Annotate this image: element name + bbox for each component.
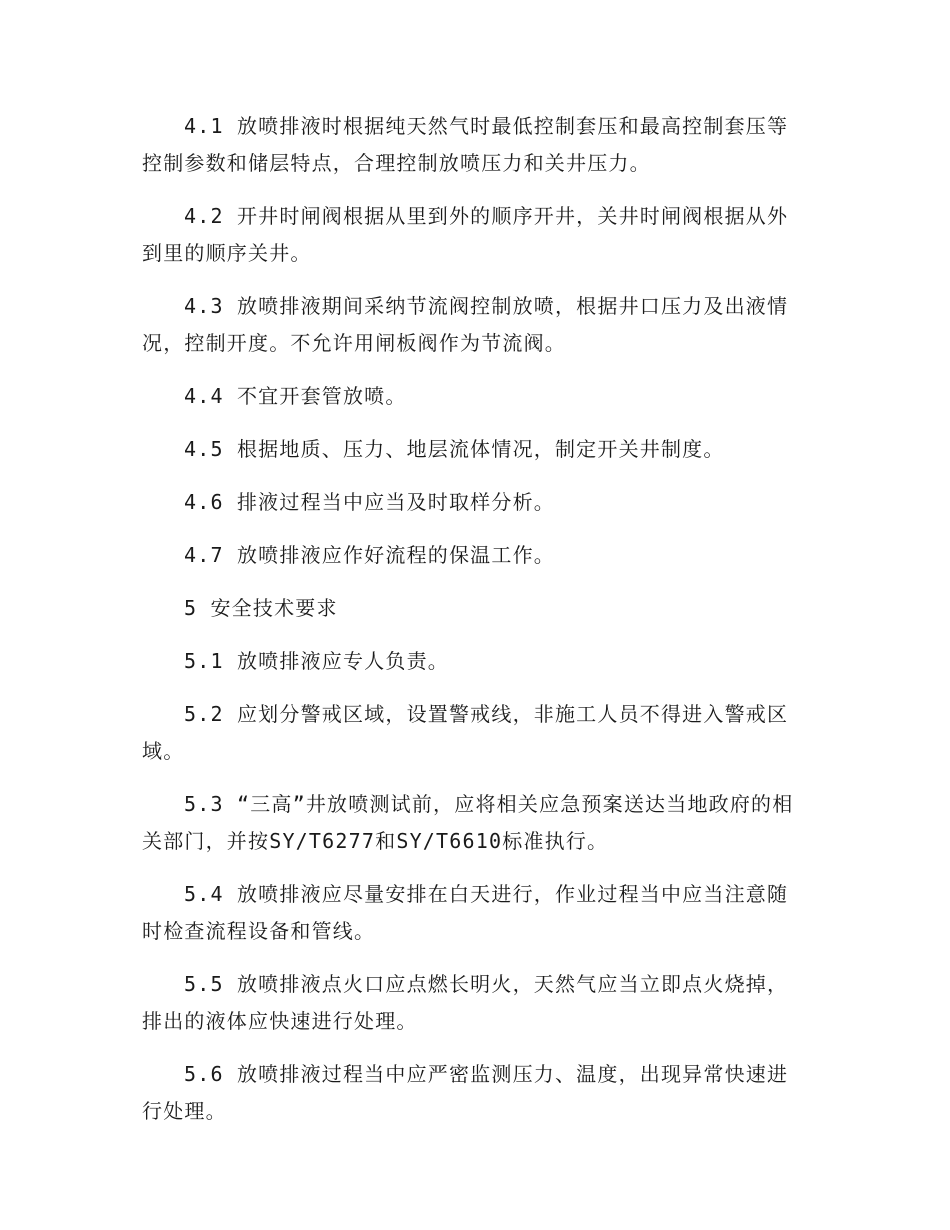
paragraph-5-5: 5.5 放喷排液点火口应点燃长明火，天然气应当立即点火烧掉，排出的液体应快速进行处理。	[142, 972, 789, 1033]
paragraph-4-6: 4.6 排液过程当中应当及时取样分析。	[184, 490, 555, 514]
paragraph-5-3: 5.3 “三高”井放喷测试前，应将相关应急预案送达当地政府的相关部门，并按SY/T6277和SY/T6610标准执行。	[142, 792, 794, 853]
paragraph-4-7: 4.7 放喷排液应作好流程的保温工作。	[184, 543, 555, 567]
paragraph-4-1: 4.1 放喷排液时根据纯天然气时最低控制套压和最高控制套压等控制参数和储层特点，合理控制放喷压力和关井压力。	[142, 114, 789, 175]
paragraph-5-6: 5.6 放喷排液过程当中应严密监测压力、温度，出现异常快速进行处理。	[142, 1062, 789, 1123]
paragraph-4-3: 4.3 放喷排液期间采纳节流阀控制放喷，根据井口压力及出液情况，控制开度。不允许用闸板阀作为节流阀。	[142, 294, 789, 355]
paragraph-5-4: 5.4 放喷排液应尽量安排在白天进行，作业过程当中应当注意随时检查流程设备和管线。	[142, 882, 789, 943]
document-body	[142, 108, 802, 1146]
paragraph-5-2: 5.2 应划分警戒区域，设置警戒线，非施工人员不得进入警戒区域。	[142, 702, 789, 763]
paragraph-4-5: 4.5 根据地质、压力、地层流体情况，制定开关井制度。	[184, 437, 725, 461]
paragraph-4-2: 4.2 开井时闸阀根据从里到外的顺序开井，关井时闸阀根据从外到里的顺序关井。	[142, 204, 789, 265]
paragraph-5-1: 5.1 放喷排液应专人负责。	[184, 649, 449, 673]
section-heading-5: 5 安全技术要求	[184, 596, 338, 620]
paragraph-4-4: 4.4 不宜开套管放喷。	[184, 384, 407, 408]
